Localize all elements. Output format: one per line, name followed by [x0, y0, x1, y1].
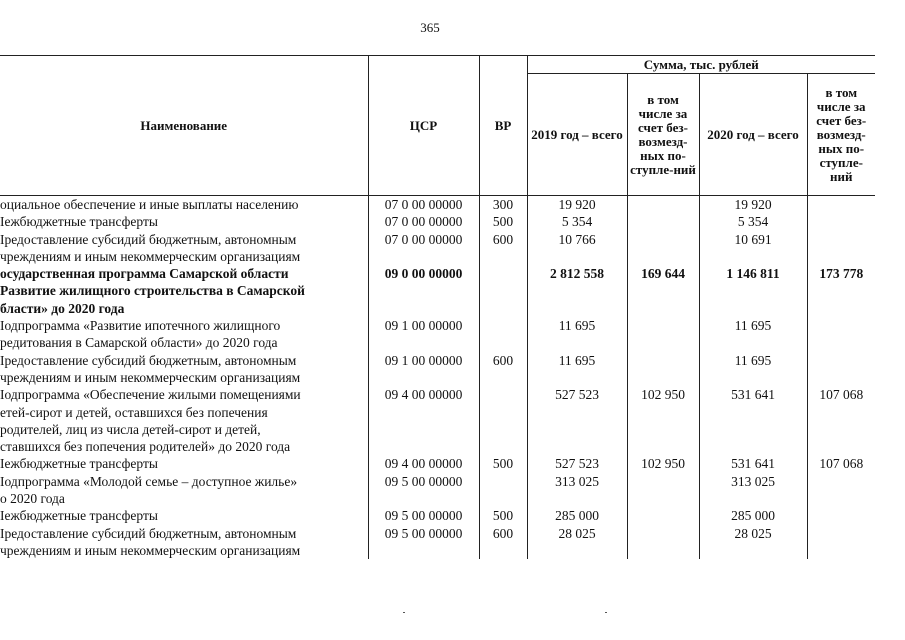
row-grants-2019 — [627, 525, 699, 560]
row-sum-2020: 313 025 — [699, 473, 807, 508]
row-name-line: Развитие жилищного строительства в Самарской — [0, 283, 305, 299]
row-name — [0, 231, 368, 266]
header-name: Наименование — [0, 56, 368, 196]
row-name-line: Іодпрограмма «Развитие ипотечного жилищного — [0, 318, 281, 334]
table-row — [0, 231, 875, 266]
row-grants-2020 — [807, 507, 875, 524]
row-grants-2020: 107 068 — [807, 386, 875, 455]
row-vr: 600 — [479, 525, 527, 560]
row-csr: 09 1 00 00000 — [368, 317, 479, 352]
row-name — [0, 213, 368, 230]
row-csr: 07 0 00 00000 — [368, 196, 479, 214]
row-grants-2019: 102 950 — [627, 386, 699, 455]
row-name-line: родителей, лиц из числа детей-сирот и детей, — [0, 421, 261, 437]
row-vr — [479, 386, 527, 455]
row-name — [0, 265, 368, 317]
row-grants-2019 — [627, 196, 699, 214]
row-name — [0, 525, 368, 560]
table-row — [0, 196, 875, 214]
row-name-line: Іежбюджетные трансферты — [0, 456, 158, 472]
header-vr: ВР — [479, 56, 527, 196]
row-grants-2019 — [627, 213, 699, 230]
row-name-line: осударственная программа Самарской области — [0, 266, 289, 282]
table-row — [0, 213, 875, 230]
row-grants-2019 — [627, 352, 699, 387]
row-sum-2020: 531 641 — [699, 455, 807, 472]
row-sum-2019: 19 920 — [527, 196, 627, 214]
row-name-line: редитования в Самарской области» до 2020 года — [0, 335, 278, 351]
row-grants-2020 — [807, 317, 875, 352]
row-name — [0, 473, 368, 508]
row-grants-2019 — [627, 507, 699, 524]
row-sum-2020: 1 146 811 — [699, 265, 807, 317]
row-name-line: етей-сирот и детей, оставшихся без попечения — [0, 404, 268, 420]
table-row — [0, 352, 875, 387]
row-name — [0, 507, 368, 524]
row-csr: 09 5 00 00000 — [368, 525, 479, 560]
row-csr: 09 4 00 00000 — [368, 386, 479, 455]
row-sum-2019: 28 025 — [527, 525, 627, 560]
row-name-line: чреждениям и иным некоммерческим организациям — [0, 248, 301, 264]
row-name-line: Іредоставление субсидий бюджетным, автономным — [0, 525, 297, 541]
row-grants-2020 — [807, 231, 875, 266]
row-csr: 07 0 00 00000 — [368, 213, 479, 230]
row-name — [0, 455, 368, 472]
row-sum-2019: 2 812 558 — [527, 265, 627, 317]
row-grants-2019 — [627, 231, 699, 266]
row-name-line: ставшихся без попечения родителей» до 2020 года — [0, 439, 291, 455]
row-sum-2020: 285 000 — [699, 507, 807, 524]
row-name-line: Іодпрограмма «Молодой семье – доступное жилье» — [0, 473, 298, 489]
row-sum-2019: 11 695 — [527, 352, 627, 387]
row-sum-2020: 11 695 — [699, 352, 807, 387]
row-name — [0, 196, 368, 214]
table-body — [0, 196, 875, 560]
row-sum-2020: 5 354 — [699, 213, 807, 230]
row-grants-2020 — [807, 525, 875, 560]
row-sum-2019: 313 025 — [527, 473, 627, 508]
header-2020-total: 2020 год – всего — [699, 74, 807, 196]
scan-speck — [605, 612, 607, 613]
row-name-line: Іредоставление субсидий бюджетным, автономным — [0, 231, 297, 247]
row-vr: 600 — [479, 231, 527, 266]
row-vr — [479, 473, 527, 508]
table-row — [0, 507, 875, 524]
header-2020-grants: в том числе за счет без-возмезд-ных по-ступле-ний — [807, 74, 875, 196]
row-csr: 09 5 00 00000 — [368, 473, 479, 508]
row-name-line: Іредоставление субсидий бюджетным, автономным — [0, 352, 297, 368]
row-name-line: о 2020 года — [0, 491, 65, 507]
row-grants-2020: 173 778 — [807, 265, 875, 317]
row-name — [0, 386, 368, 455]
row-name-line: Іежбюджетные трансферты — [0, 214, 158, 230]
row-sum-2019: 11 695 — [527, 317, 627, 352]
table-row — [0, 473, 875, 508]
row-vr — [479, 265, 527, 317]
table-row — [0, 317, 875, 352]
row-grants-2020 — [807, 473, 875, 508]
row-csr: 09 1 00 00000 — [368, 352, 479, 387]
row-name-line: чреждениям и иным некоммерческим организациям — [0, 369, 301, 385]
row-sum-2019: 10 766 — [527, 231, 627, 266]
row-grants-2020 — [807, 352, 875, 387]
row-name-line: оциальное обеспечение и иные выплаты населению — [0, 197, 299, 212]
header-sum-group: Сумма, тыс. рублей — [527, 56, 875, 74]
scan-speck — [403, 612, 405, 613]
row-grants-2020 — [807, 213, 875, 230]
row-sum-2020: 19 920 — [699, 196, 807, 214]
header-2019-grants: в том числе за счет без-возмезд-ных по-ступле-ний — [627, 74, 699, 196]
page-number: 365 — [420, 20, 440, 35]
table-row — [0, 265, 875, 317]
row-sum-2020: 28 025 — [699, 525, 807, 560]
row-csr: 07 0 00 00000 — [368, 231, 479, 266]
header-csr: ЦСР — [368, 56, 479, 196]
row-sum-2019: 527 523 — [527, 455, 627, 472]
row-sum-2019: 527 523 — [527, 386, 627, 455]
row-sum-2020: 10 691 — [699, 231, 807, 266]
header-2019-total: 2019 год – всего — [527, 74, 627, 196]
budget-table — [0, 55, 875, 559]
row-sum-2019: 5 354 — [527, 213, 627, 230]
row-grants-2020: 107 068 — [807, 455, 875, 472]
row-name — [0, 352, 368, 387]
row-grants-2020 — [807, 196, 875, 214]
row-vr — [479, 317, 527, 352]
table-row — [0, 455, 875, 472]
row-csr: 09 4 00 00000 — [368, 455, 479, 472]
row-grants-2019 — [627, 317, 699, 352]
row-name-line: Іежбюджетные трансферты — [0, 508, 158, 524]
row-vr: 500 — [479, 213, 527, 230]
row-grants-2019: 102 950 — [627, 455, 699, 472]
row-name-line: бласти» до 2020 года — [0, 300, 125, 316]
row-vr: 300 — [479, 196, 527, 214]
row-vr: 500 — [479, 507, 527, 524]
row-sum-2020: 11 695 — [699, 317, 807, 352]
row-name-line: Іодпрограмма «Обеспечение жилыми помещениями — [0, 387, 301, 403]
row-grants-2019: 169 644 — [627, 265, 699, 317]
row-name — [0, 317, 368, 352]
table-row — [0, 386, 875, 455]
row-sum-2019: 285 000 — [527, 507, 627, 524]
row-csr: 09 0 00 00000 — [368, 265, 479, 317]
row-name-line: чреждениям и иным некоммерческим организациям — [0, 542, 301, 558]
row-grants-2019 — [627, 473, 699, 508]
row-vr: 500 — [479, 455, 527, 472]
row-sum-2020: 531 641 — [699, 386, 807, 455]
row-vr: 600 — [479, 352, 527, 387]
row-csr: 09 5 00 00000 — [368, 507, 479, 524]
table-row — [0, 525, 875, 560]
